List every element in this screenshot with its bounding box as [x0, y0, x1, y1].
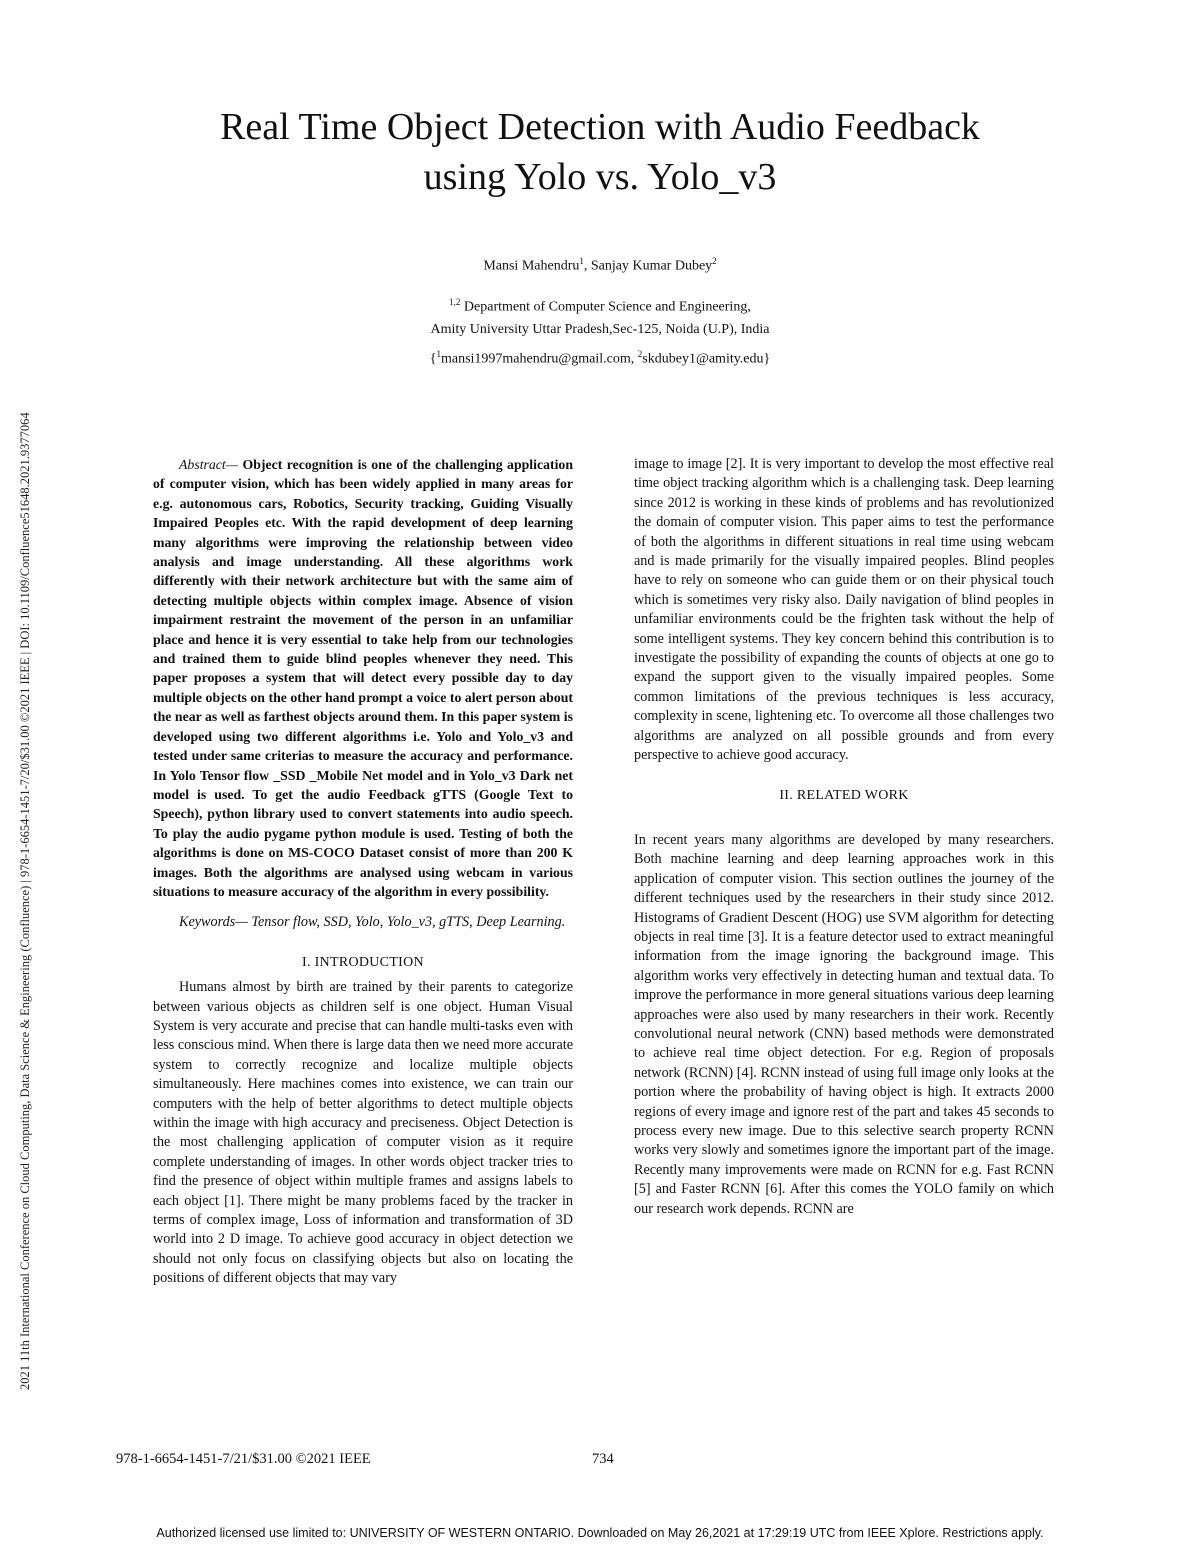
author-list [0, 256, 1200, 275]
title-line-2: using Yolo vs. Yolo_v3 [423, 156, 777, 198]
paper-title [90, 102, 1110, 202]
right-column [634, 455, 1054, 1219]
author-2: Sanjay Kumar Dubey [590, 258, 713, 274]
footer-isbn: 978-1-6654-1451-7/21/$31.00 ©2021 IEEE [116, 1451, 371, 1467]
author-1-sup: 1 [579, 256, 584, 266]
affiliation [0, 291, 1200, 341]
left-column [153, 455, 573, 1289]
related-work-text: In recent years many algorithms are developed by many researchers. Both machine learning and deep learning approaches work in this application of computer vision. This section outlines the journey of the different techniques used by the researchers in their study since 2012. Histograms of Gradient Descent (HOG) use SVM algorithm for detecting objects in real time [3]. It is a feature detector used to extract meaningful information from the image ignoring the background image. This algorithm works very effectively in detecting human and textual data. To improve the performance in more general situations various deep learning approaches were also used by many researchers in their work. Recently convolutional neural network (CNN) based methods were demonstrated to achieve real time object detection. For e.g. Region of proposals network (RCNN) [4]. RCNN instead of using full image only looks at the portion where the probability of having object is high. It extracts 2000 regions of every image and ignore rest of the part and takes 45 seconds to process every new image. Due to this selective search property RCNN works very slowly and sometimes ignore the important part of the image. Recently many improvements were made on RCNN for e.g. Fast RCNN [5] and Faster RCNN [6]. After this comes the YOLO family on which our research work depends. RCNN are [634, 831, 1054, 1217]
email-1[interactable]: mansi1997mahendru@gmail.com, [440, 351, 638, 367]
introduction-continuation: image to image [2]. It is very important to develop the most effective real time object tracking algorithm which is a challenging task. Deep learning since 2012 is working in these kinds of problems and has revolutionized the domain of computer vision. This paper aims to test the performance of both the algorithms in different situations in real time using webcam and is made primarily for the visually impaired peoples. Blind peoples have to rely on someone who can guide them or on their physical touch which is sometimes very risky also. Daily navigation of blind peoples in unfamiliar environments could be the frighten task without the help of some intelligent systems. They key concern behind this contribution is to investigate the possibility of expanding the counts of objects at one go to expand the support given to the visually impaired peoples. Some common limitations of the previous techniques is less accuracy, complexity in scene, lightening etc. To overcome all those challenges two algorithms are analyzed on all possible grounds and from every perspective to achieve good accuracy. [634, 456, 1054, 764]
title-line-1: Real Time Object Detection with Audio Feedback [220, 106, 980, 148]
author-1: Mansi Mahendru [483, 258, 580, 274]
affiliation-line-1: Department of Computer Science and Engineering, [460, 299, 751, 315]
author-2-sup: 2 [712, 256, 717, 266]
email-1-sup: 1 [436, 349, 441, 359]
email-2[interactable]: skdubey1@amity.edu [642, 351, 764, 367]
conference-doi-sidebar: 2021 11th International Conference on Cloud Computing, Data Science & Engineering (Confluence) | 978-1-6654-1451-7/20/$31.00 ©2021 IEEE | DOI: 10.1109/Confluence51648.2021.9377064 [18, 412, 32, 1390]
abstract [153, 455, 573, 901]
section-heading-related-work: II. RELATED WORK [779, 787, 909, 803]
introduction-text: Humans almost by birth are trained by their parents to categorize between various objects as children self is one object. Human Visual System is very accurate and precise that can handle multi-tasks even with less conscious mind. When there is large data then we need more accurate system to correctly recognize and localize multiple objects simultaneously. Here machines comes into existence, we can train our computers with the help of better algorithms to detect multiple objects within the image with high accuracy and preciseness. Object Detection is the most challenging application of computer vision as it require complete understanding of images. In other words object tracker tries to find the presence of object within multiple frames and assigns labels to each object [1]. There might be many problems faced by the tracker in terms of complex image, Loss of information and transformation of 3D world into 2 D image. To achieve good accuracy in object detection we should not only focus on classifying objects but also on locating the positions of different objects that may vary [153, 979, 573, 1287]
email-brace-close: } [763, 351, 771, 367]
license-notice: Authorized licensed use limited to: UNIVERSITY OF WESTERN ONTARIO. Downloaded on May 26,2021 at 17:29:19 UTC from IEEE Xplore. Restrictions apply. [156, 1526, 1044, 1540]
abstract-text: Object recognition is one of the challenging application of computer vision, which has been widely applied in many areas for e.g. autonomous cars, Robotics, Security tracking, Guiding Visually Impaired Peoples etc. With the rapid development of deep learning many algorithms were improving the relationship between video analysis and image understanding. All these algorithms work differently with their network architecture but with the same aim of detecting multiple objects within complex image. Absence of vision impairment restraint the movement of the person in an unfamiliar place and hence it is very essential to take help from our technologies and trained them to guide blind peoples whenever they need. This paper proposes a system that will detect every possible day to day multiple objects on the other hand prompt a voice to alert person about the near as well as farthest objects around them. In this paper system is developed using two different algorithms i.e. Yolo and Yolo_v3 and tested under same criterias to measure the accuracy and performance. In Yolo Tensor flow _SSD _Mobile Net model and in Yolo_v3 Dark net model is used. To get the audio Feedback gTTS (Google Text to Speech), python library used to convert statements into audio speech. To play the audio pygame python module is used. Testing of both the algorithms is done on MS-COCO Dataset consist of more than 200 K images. Both the algorithms are analysed using webcam in various situations to measure accuracy of the algorithm in every possibility. [153, 457, 573, 899]
affiliation-line-2: Amity University Uttar Pradesh,Sec-125, Noida (U.P), India [430, 321, 770, 337]
keywords: Keywords— Tensor flow, SSD, Yolo, Yolo_v3, gTTS, Deep Learning. [179, 914, 566, 931]
abstract-lead: Abstract— [179, 457, 239, 472]
author-separator: , [583, 258, 591, 274]
section-heading-introduction: I. INTRODUCTION [302, 954, 424, 970]
email-2-sup: 2 [637, 349, 643, 359]
email-brace-open: { [429, 351, 437, 367]
affiliation-sup: 1,2 [449, 297, 461, 307]
page-number: 734 [592, 1451, 614, 1467]
author-emails [0, 349, 1200, 368]
